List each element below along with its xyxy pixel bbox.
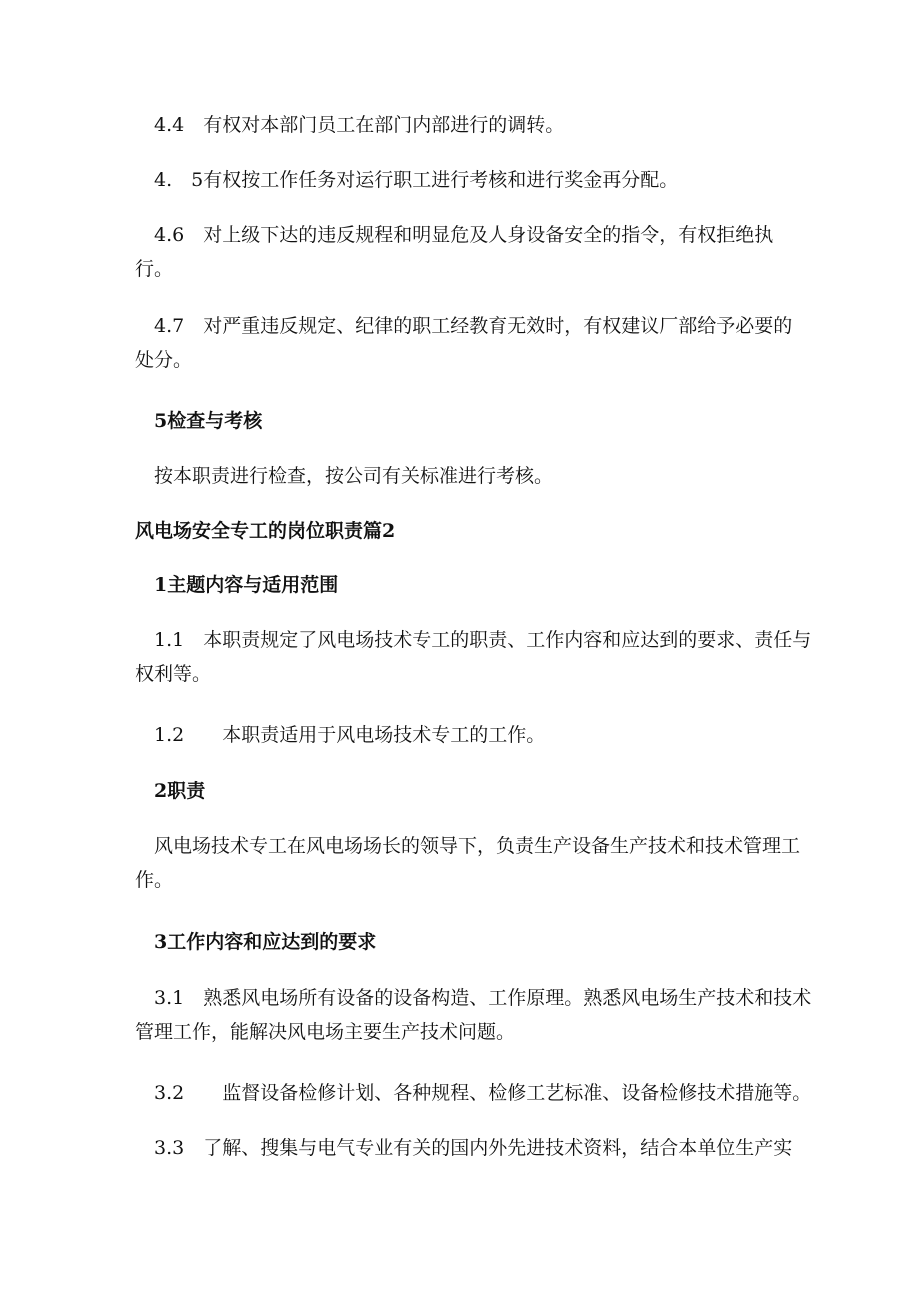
paragraph-4-5 <box>135 163 795 197</box>
heading-text: 风电场安全专工的岗位职责篇2 <box>135 520 396 542</box>
paragraph-4-4 <box>135 108 795 142</box>
text-line: 4.4 有权对本部门员工在部门内部进行的调转。 <box>135 114 565 136</box>
section-heading-2 <box>135 774 795 808</box>
text-line: 风电场技术专工在风电场场长的领导下，负责生产设备生产技术和技术管理工 <box>135 835 801 857</box>
paragraph-duties <box>135 829 801 897</box>
paragraph-3-1 <box>135 981 812 1049</box>
paragraph-inspection <box>135 459 795 493</box>
heading-text: 3工作内容和应达到的要求 <box>135 931 377 953</box>
text-line: 3.3 了解、搜集与电气专业有关的国内外先进技术资料，结合本单位生产实 <box>135 1137 793 1159</box>
text-line: 3.1 熟悉风电场所有设备的设备构造、工作原理。熟悉风电场生产技术和技术 <box>135 987 812 1009</box>
section-heading-3 <box>135 925 795 959</box>
chapter-title <box>135 514 795 548</box>
paragraph-3-3 <box>135 1131 795 1165</box>
text-line: 1.2 本职责适用于风电场技术专工的工作。 <box>135 724 546 746</box>
text-line: 4. 5有权按工作任务对运行职工进行考核和进行奖金再分配。 <box>135 169 679 191</box>
text-line: 3.2 监督设备检修计划、各种规程、检修工艺标准、设备检修技术措施等。 <box>135 1082 812 1104</box>
text-line: 1.1 本职责规定了风电场技术专工的职责、工作内容和应达到的要求、责任与 <box>135 629 812 651</box>
text-line: 4.6 对上级下达的违反规程和明显危及人身设备安全的指令，有权拒绝执 <box>135 224 774 246</box>
text-line: 权利等。 <box>135 663 212 685</box>
text-line: 4.7 对严重违反规定、纪律的职工经教育无效时，有权建议厂部给予必要的 <box>135 315 793 337</box>
paragraph-3-2 <box>135 1076 812 1110</box>
section-heading-1 <box>135 568 795 602</box>
text-line: 管理工作，能解决风电场主要生产技术问题。 <box>135 1021 516 1043</box>
text-line: 行。 <box>135 258 174 280</box>
paragraph-4-6 <box>135 218 795 286</box>
paragraph-1-1 <box>135 623 812 691</box>
paragraph-4-7 <box>135 309 795 377</box>
heading-text: 1主题内容与适用范围 <box>135 574 339 596</box>
text-line: 按本职责进行检查，按公司有关标准进行考核。 <box>135 465 554 487</box>
text-line: 作。 <box>135 869 174 891</box>
section-heading-5 <box>135 404 795 438</box>
heading-text: 2职责 <box>135 780 206 802</box>
heading-text: 5检查与考核 <box>135 410 263 432</box>
paragraph-1-2 <box>135 718 795 752</box>
text-line: 处分。 <box>135 349 193 371</box>
